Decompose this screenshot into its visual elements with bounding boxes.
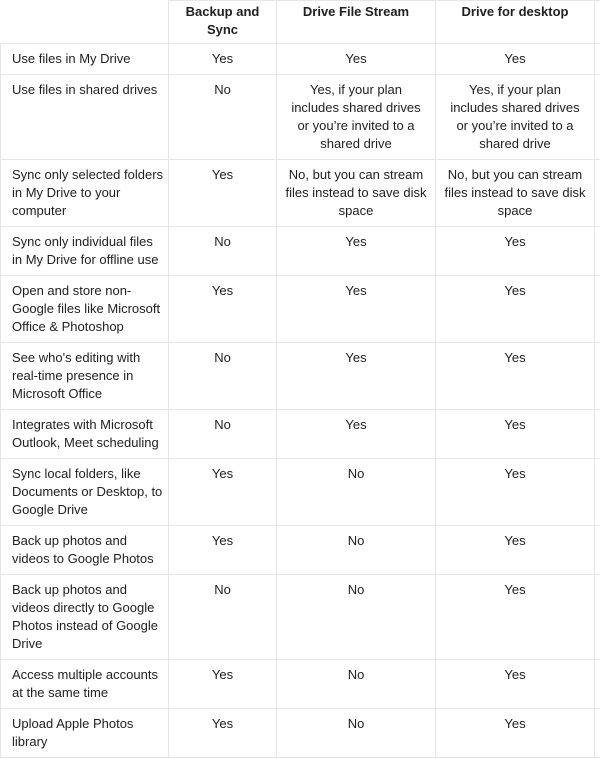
table-row xyxy=(1,75,600,160)
feature-cell: Back up photos and videos to Google Photos xyxy=(1,526,169,575)
feature-cell: Use files in My Drive xyxy=(1,44,169,75)
drive-for-desktop-cell: No, but you can stream files instead to save disk space xyxy=(436,160,595,227)
row-spacer xyxy=(595,44,600,75)
table-row xyxy=(1,459,600,526)
backup-and-sync-cell: Yes xyxy=(169,276,277,343)
drive-for-desktop-cell: Yes xyxy=(436,44,595,75)
backup-and-sync-cell: No xyxy=(169,575,277,660)
backup-and-sync-cell: Yes xyxy=(169,709,277,758)
feature-cell: Use files in shared drives xyxy=(1,75,169,160)
feature-cell: Sync local folders, like Documents or Desktop, to Google Drive xyxy=(1,459,169,526)
feature-cell: Integrates with Microsoft Outlook, Meet scheduling xyxy=(1,410,169,459)
drive-for-desktop-cell: Yes xyxy=(436,526,595,575)
table-row xyxy=(1,160,600,227)
table-row xyxy=(1,575,600,660)
drive-file-stream-cell: Yes xyxy=(277,410,436,459)
drive-file-stream-cell: No xyxy=(277,575,436,660)
row-spacer xyxy=(595,709,600,758)
row-spacer xyxy=(595,459,600,526)
feature-cell: See who's editing with real-time presence in Microsoft Office xyxy=(1,343,169,410)
row-spacer xyxy=(595,575,600,660)
drive-for-desktop-cell: Yes xyxy=(436,660,595,709)
drive-file-stream-cell: Yes xyxy=(277,343,436,410)
feature-cell: Back up photos and videos directly to Google Photos instead of Google Drive xyxy=(1,575,169,660)
table-row xyxy=(1,343,600,410)
header-drive-file-stream: Drive File Stream xyxy=(277,1,436,44)
row-spacer xyxy=(595,160,600,227)
feature-cell: Open and store non-Google files like Microsoft Office & Photoshop xyxy=(1,276,169,343)
row-spacer xyxy=(595,343,600,410)
row-spacer xyxy=(595,75,600,160)
drive-file-stream-cell: Yes xyxy=(277,276,436,343)
table-row xyxy=(1,709,600,758)
drive-for-desktop-cell: Yes xyxy=(436,410,595,459)
header-spacer xyxy=(595,1,600,44)
drive-for-desktop-cell: Yes xyxy=(436,343,595,410)
header-corner xyxy=(1,1,169,44)
backup-and-sync-cell: Yes xyxy=(169,660,277,709)
drive-for-desktop-cell: Yes, if your plan includes shared drives or you’re invited to a shared drive xyxy=(436,75,595,160)
row-spacer xyxy=(595,660,600,709)
backup-and-sync-cell: No xyxy=(169,227,277,276)
backup-and-sync-cell: Yes xyxy=(169,459,277,526)
drive-for-desktop-cell: Yes xyxy=(436,227,595,276)
backup-and-sync-cell: No xyxy=(169,75,277,160)
drive-for-desktop-cell: Yes xyxy=(436,459,595,526)
table-row xyxy=(1,410,600,459)
backup-and-sync-cell: Yes xyxy=(169,526,277,575)
feature-cell: Access multiple accounts at the same time xyxy=(1,660,169,709)
table-row xyxy=(1,276,600,343)
table-row xyxy=(1,44,600,75)
drive-file-stream-cell: No xyxy=(277,459,436,526)
drive-for-desktop-cell: Yes xyxy=(436,709,595,758)
drive-file-stream-cell: No xyxy=(277,526,436,575)
drive-file-stream-cell: No xyxy=(277,660,436,709)
drive-file-stream-cell: Yes, if your plan includes shared drives or you’re invited to a shared drive xyxy=(277,75,436,160)
feature-cell: Sync only selected folders in My Drive to your computer xyxy=(1,160,169,227)
backup-and-sync-cell: No xyxy=(169,410,277,459)
feature-cell: Sync only individual files in My Drive for offline use xyxy=(1,227,169,276)
header-row xyxy=(1,1,600,44)
drive-file-stream-cell: No, but you can stream files instead to save disk space xyxy=(277,160,436,227)
drive-for-desktop-cell: Yes xyxy=(436,276,595,343)
drive-file-stream-cell: No xyxy=(277,709,436,758)
row-spacer xyxy=(595,276,600,343)
drive-file-stream-cell: Yes xyxy=(277,44,436,75)
row-spacer xyxy=(595,227,600,276)
drive-for-desktop-cell: Yes xyxy=(436,575,595,660)
drive-file-stream-cell: Yes xyxy=(277,227,436,276)
backup-and-sync-cell: No xyxy=(169,343,277,410)
feature-cell: Upload Apple Photos library xyxy=(1,709,169,758)
row-spacer xyxy=(595,410,600,459)
row-spacer xyxy=(595,526,600,575)
table-row xyxy=(1,227,600,276)
table-row xyxy=(1,660,600,709)
header-backup-and-sync: Backup and Sync xyxy=(169,1,277,44)
table-row xyxy=(1,526,600,575)
backup-and-sync-cell: Yes xyxy=(169,160,277,227)
header-drive-for-desktop: Drive for desktop xyxy=(436,1,595,44)
backup-and-sync-cell: Yes xyxy=(169,44,277,75)
